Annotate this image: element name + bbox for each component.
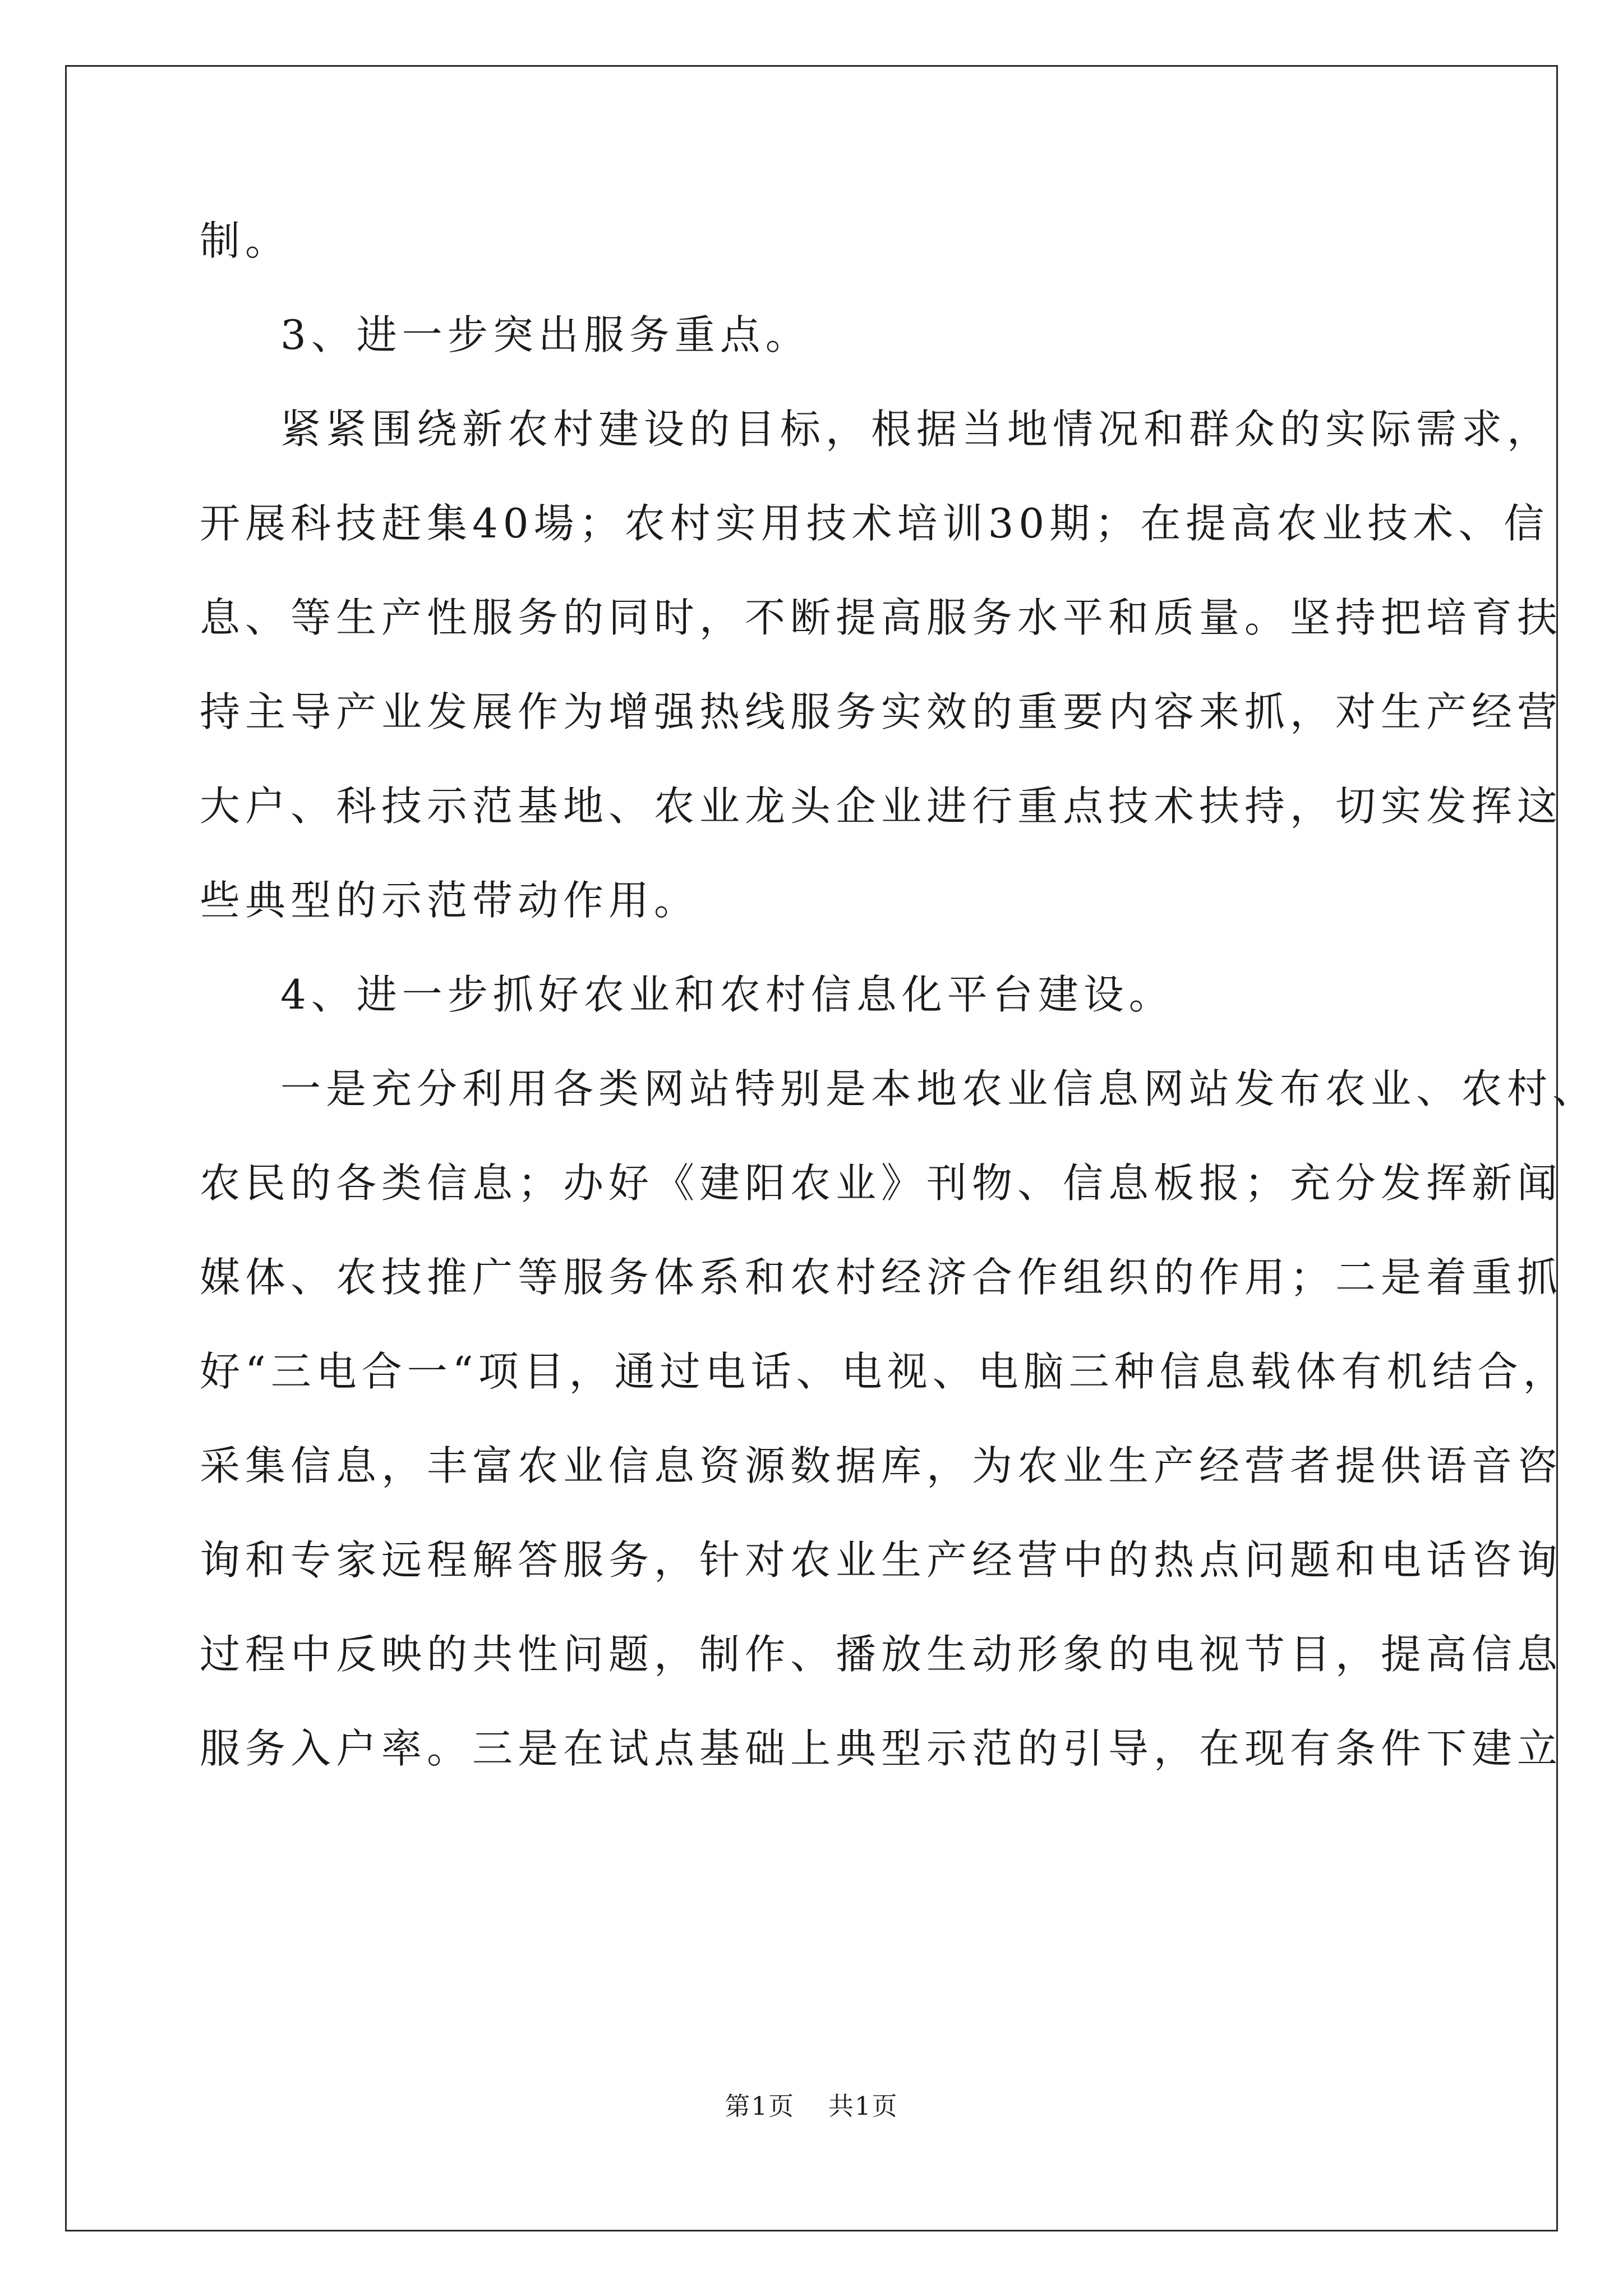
text-line: 过程中反映的共性问题，制作、播放生动形象的电视节目，提高信息 (200, 1631, 1563, 1678)
text-line: 农民的各类信息；办好《建阳农业》刊物、信息板报；充分发挥新闻 (200, 1159, 1563, 1207)
text-line: 一是充分利用各类网站特别是本地农业信息网站发布农业、农村、 (280, 1065, 1598, 1112)
page-number: 第1页 (725, 2091, 795, 2121)
text-line: 些典型的示范带动作用。 (200, 877, 700, 924)
text-line: 好“三电合一“项目，通过电话、电视、电脑三种信息载体有机结合， (200, 1348, 1569, 1395)
text-line: 大户、科技示范基地、农业龙头企业进行重点技术扶持，切实发挥这 (200, 783, 1563, 830)
section-heading: 4、进一步抓好农业和农村信息化平台建设。 (280, 971, 1174, 1018)
page-total: 共1页 (828, 2091, 898, 2121)
text-line: 服务入户率。三是在试点基础上典型示范的引导，在现有条件下建立 (200, 1725, 1563, 1772)
text-line: 持主导产业发展作为增强热线服务实效的重要内容来抓，对生产经营 (200, 688, 1563, 735)
document-body (200, 194, 1598, 1796)
text-line: 制。 (200, 217, 291, 264)
text-line: 息、等生产性服务的同时，不断提高服务水平和质量。坚持把培育扶 (200, 594, 1563, 641)
section-heading: 3、进一步突出服务重点。 (280, 311, 811, 358)
text-line: 询和专家远程解答服务，针对农业生产经营中的热点问题和电话咨询 (200, 1536, 1563, 1584)
text-line: 开展科技赶集40場；农村实用技术培训30期；在提高农业技术、信 (200, 500, 1550, 547)
text-line: 采集信息，丰富农业信息资源数据库，为农业生产经营者提供语音咨 (200, 1442, 1563, 1489)
text-line: 媒体、农技推广等服务体系和农村经济合作组织的作用；二是着重抓 (200, 1254, 1563, 1301)
page-footer (0, 2086, 1623, 2122)
text-line: 紧紧围绕新农村建设的目标，根据当地情况和群众的实际需求， (280, 406, 1553, 453)
